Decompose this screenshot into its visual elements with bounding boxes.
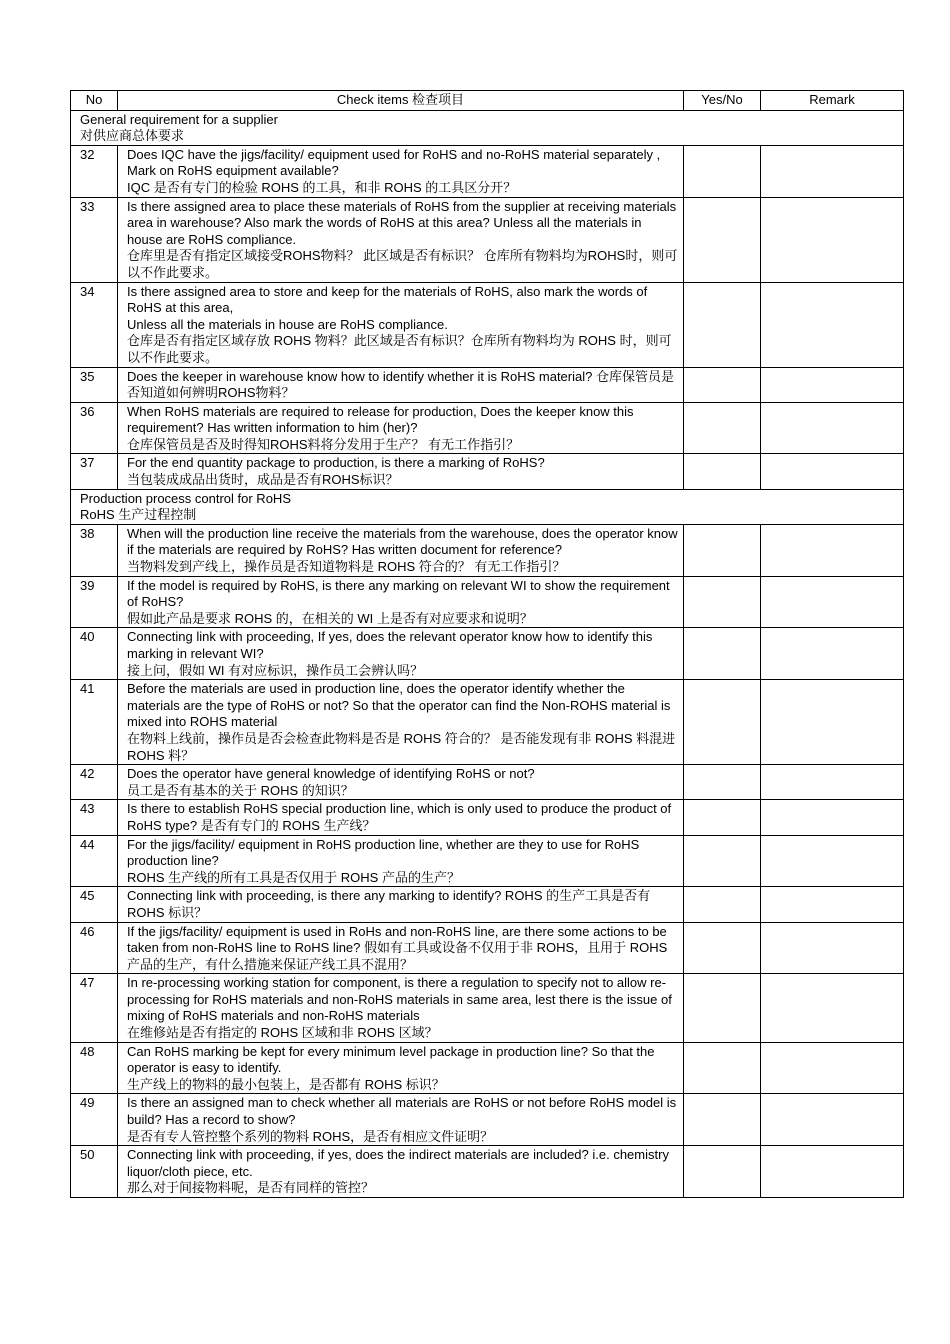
section-title-zh: RoHS 生产过程控制: [80, 507, 197, 523]
check-item-en: Does the operator have general knowledge of identifying RoHS or not?: [127, 766, 535, 782]
check-item-text: [118, 1042, 684, 1094]
check-item-zh: 仓库是否有指定区域存放 ROHS 物料？此区域是否有标识？仓库所有物料均为 ROHS 时，则可以不作此要求。: [127, 333, 672, 365]
rohs-checklist-table: [70, 90, 904, 1198]
yes-no-cell[interactable]: [684, 1094, 761, 1146]
header-check-items: Check items 检查项目: [118, 91, 684, 111]
section-title-en: General requirement for a supplier: [80, 111, 278, 127]
check-item-text: [118, 800, 684, 835]
yes-no-cell[interactable]: [684, 922, 761, 974]
check-item-en: In re-processing working station for component, is there a regulation to specify not to allow re-processing for RoHS materials and non-RoHS materials in same area, lest there is the issue of mixing of RoHS materials and non-RoHS materials: [127, 975, 672, 1024]
check-item-text: [118, 887, 684, 922]
check-item-row: [71, 1146, 904, 1198]
check-item-text: [118, 454, 684, 489]
section-title: [71, 489, 904, 524]
yes-no-cell[interactable]: [684, 367, 761, 402]
item-number: 40: [71, 628, 118, 680]
yes-no-cell[interactable]: [684, 145, 761, 197]
section-title: [71, 110, 904, 145]
check-item-row: [71, 1042, 904, 1094]
check-item-text: [118, 922, 684, 974]
remark-cell[interactable]: [761, 628, 904, 680]
item-number: 49: [71, 1094, 118, 1146]
check-item-en: Is there to establish RoHS special production line, which is only used to produce the product of RoHS type? 是否有专门的 ROHS 生产线？: [127, 801, 672, 833]
item-number: 43: [71, 800, 118, 835]
check-item-text: [118, 197, 684, 282]
yes-no-cell[interactable]: [684, 974, 761, 1042]
remark-cell[interactable]: [761, 1146, 904, 1198]
yes-no-cell[interactable]: [684, 576, 761, 628]
check-item-zh: IQC 是否有专门的检验 ROHS 的工具，和非 ROHS 的工具区分开？: [127, 179, 517, 195]
yes-no-cell[interactable]: [684, 1042, 761, 1094]
check-item-row: [71, 765, 904, 800]
yes-no-cell[interactable]: [684, 402, 761, 454]
item-number: 34: [71, 282, 118, 367]
check-item-text: [118, 402, 684, 454]
check-item-zh: 那么对于间接物料呢，是否有同样的管控？: [127, 1180, 375, 1196]
check-item-en: Is there assigned area to place these materials of RoHS from the supplier at receiving materials area in warehouse? Also mark the words of RoHS at this area? Unless all the materials in house are RoHS compliance.: [127, 198, 677, 247]
remark-cell[interactable]: [761, 887, 904, 922]
check-item-en: Is there assigned area to store and keep for the materials of RoHS, also mark the words of RoHS at this area, Unless all the materials in house are RoHS compliance.: [127, 283, 648, 332]
item-number: 33: [71, 197, 118, 282]
check-item-zh: 假如此产品是要求 ROHS 的，在相关的 WI 上是否有对应要求和说明？: [127, 610, 533, 626]
remark-cell[interactable]: [761, 145, 904, 197]
check-item-en: Can RoHS marking be kept for every minimum level package in production line? So that the operator is easy to identify.: [127, 1043, 655, 1076]
yes-no-cell[interactable]: [684, 800, 761, 835]
check-item-zh: 仓库保管员是否及时得知ROHS料将分发用于生产？ 有无工作指引？: [127, 436, 520, 452]
item-number: 41: [71, 680, 118, 765]
item-number: 35: [71, 367, 118, 402]
check-item-row: [71, 628, 904, 680]
check-item-row: [71, 835, 904, 887]
section-row: [71, 489, 904, 524]
check-item-en: When RoHS materials are required to release for production, Does the keeper know this requirement? Has written information to him (her)?: [127, 403, 634, 436]
check-item-text: [118, 1146, 684, 1198]
check-item-row: [71, 680, 904, 765]
check-item-zh: ROHS 生产线的所有工具是否仅用于 ROHS 产品的生产？: [127, 869, 460, 885]
item-number: 48: [71, 1042, 118, 1094]
item-number: 47: [71, 974, 118, 1042]
item-number: 42: [71, 765, 118, 800]
remark-cell[interactable]: [761, 835, 904, 887]
check-item-row: [71, 974, 904, 1042]
check-item-row: [71, 1094, 904, 1146]
check-item-row: [71, 197, 904, 282]
check-item-row: [71, 145, 904, 197]
yes-no-cell[interactable]: [684, 524, 761, 576]
remark-cell[interactable]: [761, 576, 904, 628]
check-item-row: [71, 402, 904, 454]
header-remark: Remark: [761, 91, 904, 111]
check-item-text: [118, 974, 684, 1042]
remark-cell[interactable]: [761, 454, 904, 489]
remark-cell[interactable]: [761, 367, 904, 402]
check-item-text: [118, 576, 684, 628]
check-item-zh: 当物料发到产线上，操作员是否知道物料是 ROHS 符合的？ 有无工作指引？: [127, 559, 566, 575]
item-number: 37: [71, 454, 118, 489]
remark-cell[interactable]: [761, 800, 904, 835]
remark-cell[interactable]: [761, 974, 904, 1042]
check-item-text: [118, 1094, 684, 1146]
check-item-en: When will the production line receive the materials from the warehouse, does the operator know if the materials are required by RoHS? Has written document for reference?: [127, 525, 678, 558]
check-item-row: [71, 922, 904, 974]
check-item-zh: 生产线上的物料的最小包装上，是否都有 ROHS 标识？: [127, 1076, 445, 1092]
remark-cell[interactable]: [761, 922, 904, 974]
item-number: 50: [71, 1146, 118, 1198]
checklist-rows: [71, 110, 904, 1197]
remark-cell[interactable]: [761, 524, 904, 576]
check-item-row: [71, 524, 904, 576]
yes-no-cell[interactable]: [684, 282, 761, 367]
section-title-en: Production process control for RoHS: [80, 490, 291, 506]
check-item-en: If the jigs/facility/ equipment is used in RoHs and non-RoHS line, are there some actions to be taken from non-RoHS line to RoHS line? 假如有工具或设备不仅用于非 ROHS，且用于 ROHS 产品的生产，有什么措施来保证产线工具不混用？: [127, 923, 668, 972]
check-item-text: [118, 367, 684, 402]
check-item-row: [71, 454, 904, 489]
check-item-en: Connecting link with proceeding, if yes, does the indirect materials are included? i.e. chemistry liquor/cloth piece, etc.: [127, 1147, 669, 1179]
check-item-zh: 是否有专人管控整个系列的物料 ROHS，是否有相应文件证明？: [127, 1128, 494, 1144]
yes-no-cell[interactable]: [684, 628, 761, 680]
check-item-en: Before the materials are used in production line, does the operator identify whether the materials are the type of RoHS or not? So that the operator can find the Non-ROHS material is mixed into ROHS material: [127, 681, 671, 730]
check-item-text: [118, 282, 684, 367]
check-item-zh: 仓库里是否有指定区域接受ROHS物料？ 此区域是否有标识？ 仓库所有物料均为ROHS时，则可以不作此要求。: [127, 248, 678, 280]
check-item-zh: 在物料上线前，操作员是否会检查此物料是否是 ROHS 符合的？ 是否能发现有非 ROHS 料混进 ROHS 料？: [127, 730, 676, 763]
header-row: [71, 91, 904, 111]
item-number: 45: [71, 887, 118, 922]
check-item-text: [118, 145, 684, 197]
item-number: 36: [71, 402, 118, 454]
item-number: 46: [71, 922, 118, 974]
check-item-zh: 员工是否有基本的关于 ROHS 的知识？: [127, 782, 354, 798]
remark-cell[interactable]: [761, 680, 904, 765]
check-item-row: [71, 576, 904, 628]
remark-cell[interactable]: [761, 282, 904, 367]
check-item-en: Is there an assigned man to check whether all materials are RoHS or not before RoHS model is build? Has a record to show?: [127, 1095, 677, 1128]
remark-cell[interactable]: [761, 402, 904, 454]
header-yes-no: Yes/No: [684, 91, 761, 111]
section-row: [71, 110, 904, 145]
yes-no-cell[interactable]: [684, 680, 761, 765]
item-number: 44: [71, 835, 118, 887]
check-item-text: [118, 524, 684, 576]
yes-no-cell[interactable]: [684, 887, 761, 922]
yes-no-cell[interactable]: [684, 454, 761, 489]
remark-cell[interactable]: [761, 197, 904, 282]
checklist-page: [70, 90, 903, 1198]
check-item-en: Does the keeper in warehouse know how to identify whether it is RoHS material? 仓库保管员是否知道如何辨明ROHS物料？: [127, 368, 674, 401]
header-no: No: [71, 91, 118, 111]
check-item-en: Connecting link with proceeding, is there any marking to identify? ROHS 的生产工具是否有 ROHS 标识？: [127, 888, 651, 920]
check-item-row: [71, 367, 904, 402]
check-item-en: Connecting link with proceeding, If yes, does the relevant operator know how to identify this marking in relevant WI?: [127, 629, 653, 661]
check-item-text: [118, 628, 684, 680]
yes-no-cell[interactable]: [684, 197, 761, 282]
check-item-row: [71, 800, 904, 835]
item-number: 32: [71, 145, 118, 197]
remark-cell[interactable]: [761, 765, 904, 800]
check-item-en: Does IQC have the jigs/facility/ equipment used for RoHS and no-RoHS material separately , Mark on RoHS equipment available?: [127, 146, 661, 179]
yes-no-cell[interactable]: [684, 835, 761, 887]
item-number: 38: [71, 524, 118, 576]
check-item-text: [118, 680, 684, 765]
check-item-text: [118, 835, 684, 887]
check-item-en: If the model is required by RoHS, is there any marking on relevant WI to show the requirement of RoHS?: [127, 577, 670, 610]
check-item-en: For the jigs/facility/ equipment in RoHS production line, whether are they to use for RoHS production line?: [127, 836, 640, 869]
check-item-text: [118, 765, 684, 800]
yes-no-cell[interactable]: [684, 1146, 761, 1198]
check-item-row: [71, 887, 904, 922]
check-item-zh: 接上问，假如 WI 有对应标识，操作员工会辨认吗？: [127, 662, 424, 678]
check-item-zh: 在维修站是否有指定的 ROHS 区域和非 ROHS 区域？: [127, 1025, 438, 1041]
remark-cell[interactable]: [761, 1094, 904, 1146]
check-item-zh: 当包装成成品出货时，成品是否有ROHS标识？: [127, 472, 399, 488]
yes-no-cell[interactable]: [684, 765, 761, 800]
section-title-zh: 对供应商总体要求: [80, 128, 185, 144]
check-item-row: [71, 282, 904, 367]
item-number: 39: [71, 576, 118, 628]
remark-cell[interactable]: [761, 1042, 904, 1094]
check-item-en: For the end quantity package to production, is there a marking of RoHS?: [127, 455, 545, 471]
